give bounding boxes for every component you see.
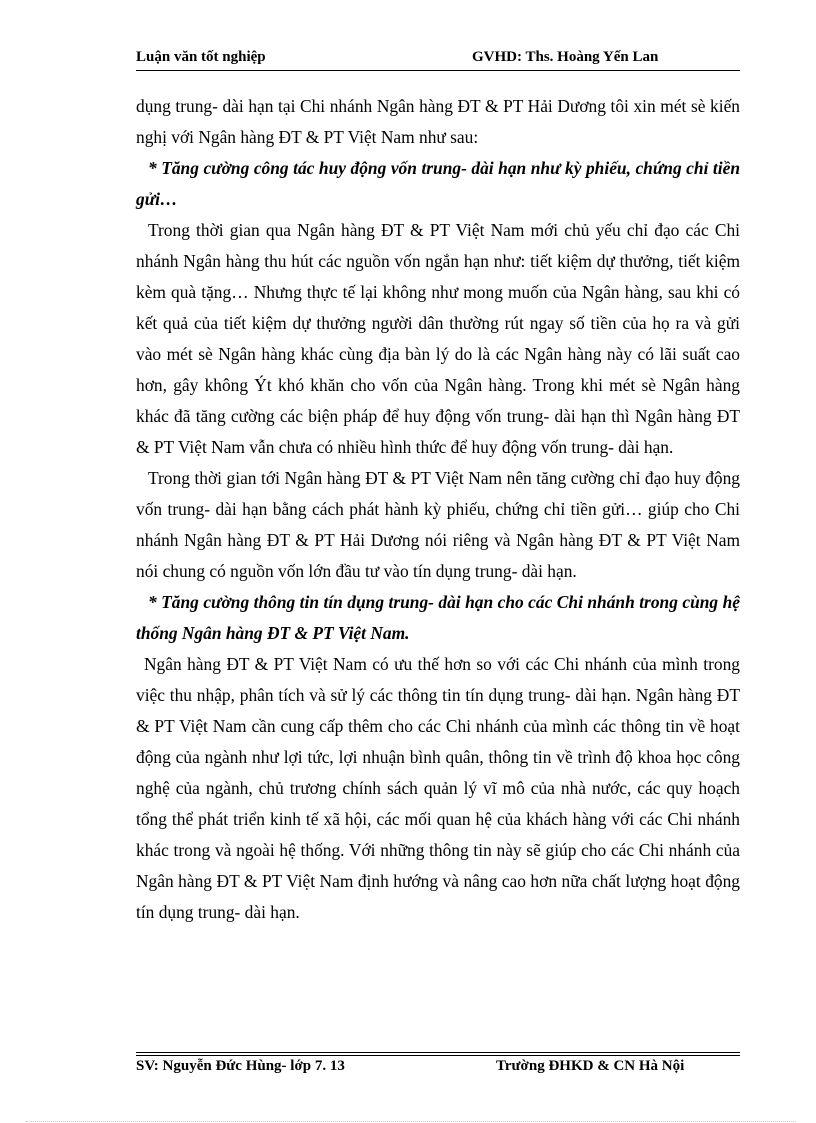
paragraph-intro: dụng trung- dài hạn tại Chi nhánh Ngân hàng ĐT & PT Hải Dương tôi xin mét sè kiến nghị với Ngân hàng ĐT & PT Việt Nam như sau:: [136, 96, 740, 147]
header-divider: [136, 70, 740, 71]
page-header: [136, 49, 740, 69]
page-footer: [136, 1058, 740, 1078]
page-edge-dotted-line: [26, 1121, 796, 1122]
section-heading-credit-information: * Tăng cường thông tin tín dụng trung- dài hạn cho các Chi nhánh trong cùng hệ thống Ngân hàng ĐT & PT Việt Nam.: [136, 592, 740, 643]
section-heading-capital-mobilization: * Tăng cường công tác huy động vốn trung- dài hạn như kỳ phiếu, chứng chỉ tiền gửi…: [136, 158, 740, 209]
footer-divider-thin: [136, 1052, 740, 1053]
document-body: [136, 91, 740, 928]
footer-divider-thick: [136, 1055, 740, 1056]
header-thesis-label: Luận văn tốt nghiệp: [136, 49, 266, 65]
paragraph-information-advantage: Ngân hàng ĐT & PT Việt Nam có ưu thế hơn so với các Chi nhánh của mình trong việc thu nhập, phân tích và sử lý các thông tin tín dụng trung- dài hạn. Ngân hàng ĐT & PT Việt Nam cần cung cấp thêm cho các Chi nhánh của mình các thông tin về hoạt động của ngành như lợi tức, lợi nhuận bình quân, thông tin về trình độ khoa học công nghệ của ngành, chủ trương chính sách quản lý vĩ mô của nhà nước, các quy hoạch tổng thể phát triển kinh tế xã hội, các mối quan hệ của khách hàng với các Chi nhánh khác trong và ngoài hệ thống. Với những thông tin này sẽ giúp cho các Chi nhánh của Ngân hàng ĐT & PT Việt Nam định hướng và nâng cao hơn nữa chất lượng hoạt động tín dụng trung- dài hạn.: [136, 654, 740, 922]
paragraph-current-situation: Trong thời gian qua Ngân hàng ĐT & PT Việt Nam mới chủ yếu chỉ đạo các Chi nhánh Ngân hàng thu hút các nguồn vốn ngắn hạn như: tiết kiệm dự thưởng, tiết kiệm kèm quà tặng… Nhưng thực tế lại không như mong muốn của Ngân hàng, sau khi có kết quả của tiết kiệm dự thưởng người dân thường rút ngay số tiền của họ ra và gửi vào mét sè Ngân hàng khác cùng địa bàn lý do là các Ngân hàng này có lãi suất cao hơn, gây không Ýt khó khăn cho vốn của Ngân hàng. Trong khi mét sè Ngân hàng khác đã tăng cường các biện pháp để huy động vốn trung- dài hạn thì Ngân hàng ĐT & PT Việt Nam vẫn chưa có nhiều hình thức để huy động vốn trung- dài hạn.: [136, 220, 740, 457]
footer-student: SV: Nguyễn Đức Hùng- lớp 7. 13: [136, 1058, 345, 1074]
header-supervisor: GVHD: Ths. Hoàng Yến Lan: [472, 49, 659, 65]
paragraph-recommendation: Trong thời gian tới Ngân hàng ĐT & PT Việt Nam nên tăng cường chỉ đạo huy động vốn trung- dài hạn bằng cách phát hành kỳ phiếu, chứng chỉ tiền gửi… giúp cho Chi nhánh Ngân hàng ĐT & PT Hải Dương nói riêng và Ngân hàng ĐT & PT Việt Nam nói chung có nguồn vốn lớn đầu tư vào tín dụng trung- dài hạn.: [136, 468, 740, 581]
footer-university: Trường ĐHKD & CN Hà Nội: [496, 1058, 685, 1074]
